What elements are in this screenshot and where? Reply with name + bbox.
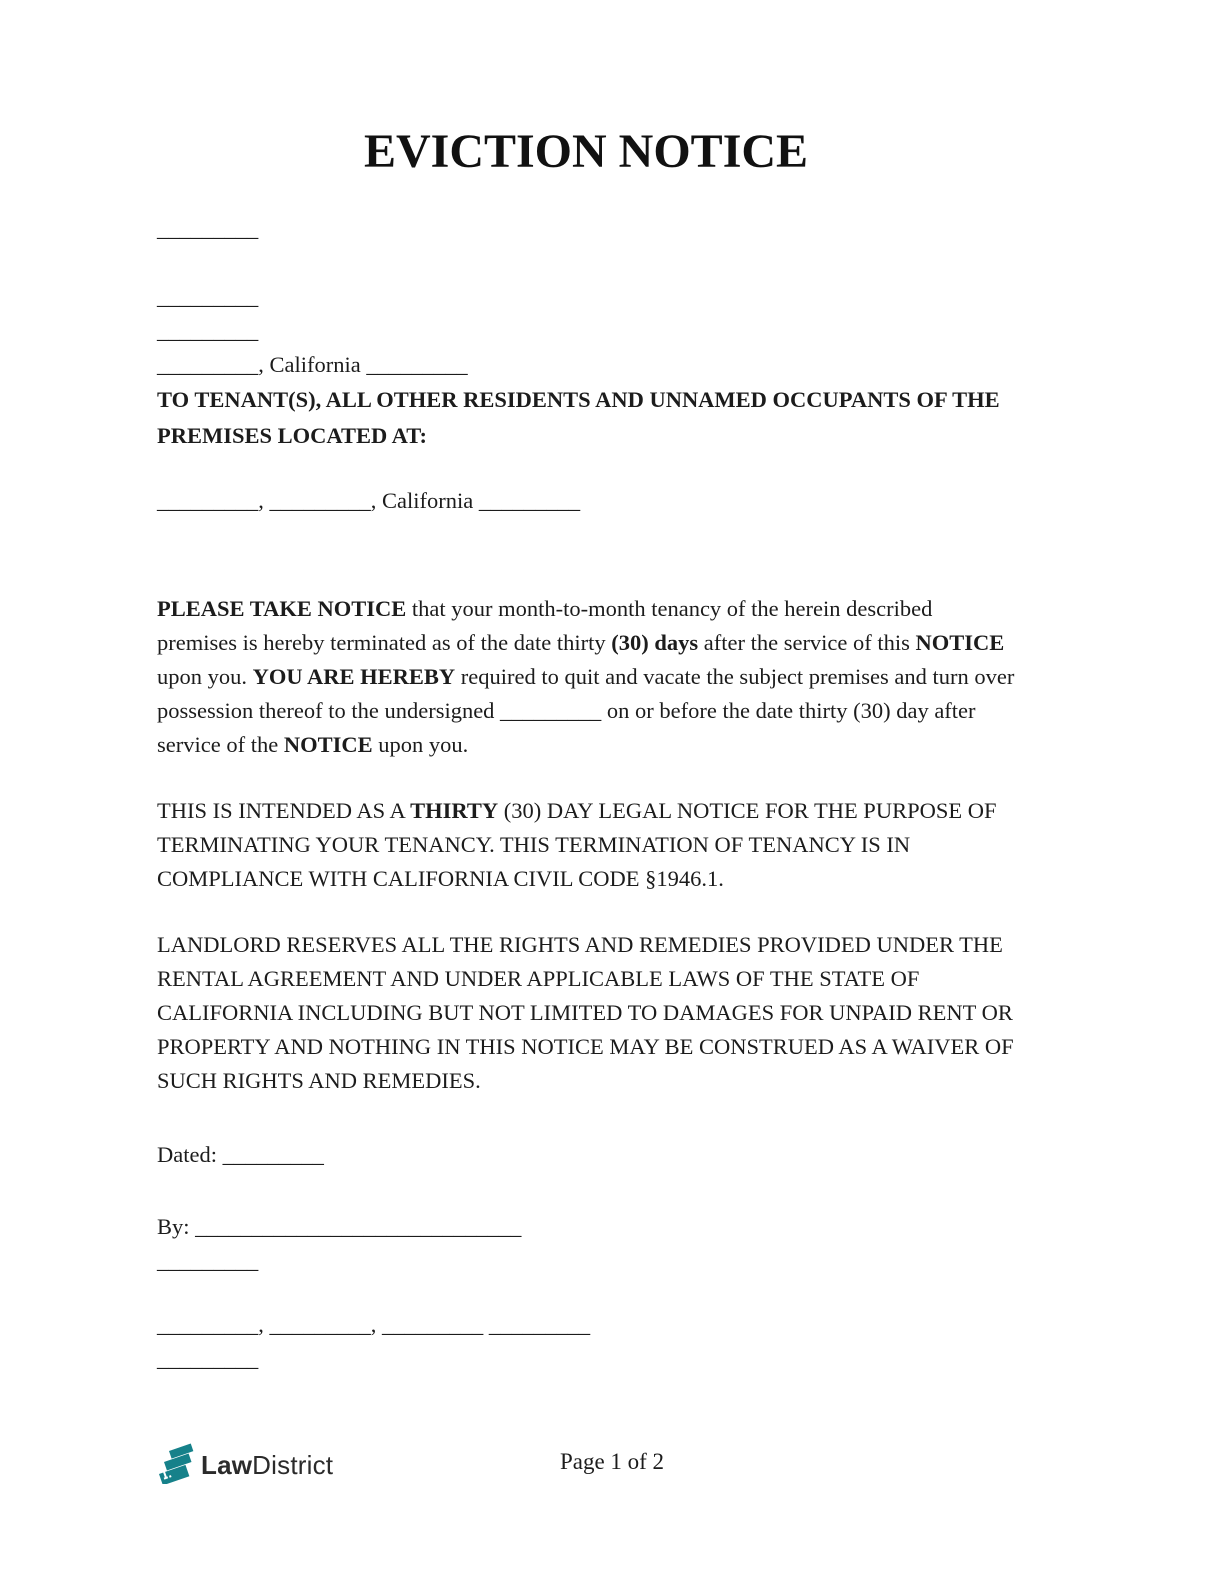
landlord-street-blank-line: _________ [157,284,259,309]
landlord-name-blank-line: _________ [157,216,259,241]
text-segment: YOU ARE HEREBY [252,664,456,689]
text-segment: required to quit and vacate the subject premises and turn over possession thereof to the undersigned _________ on or before the date thirty (30) day after service of the [157,664,1015,757]
notice-paragraph [157,592,1015,762]
text-segment: NOTICE [915,630,1005,655]
dated-line: Dated: _________ [157,1142,324,1167]
rights-paragraph: LANDLORD RESERVES ALL THE RIGHTS AND REMEDIES PROVIDED UNDER THE RENTAL AGREEMENT AND UNDER APPLICABLE LAWS OF THE STATE OF CALIFORNIA INCLUDING BUT NOT LIMITED TO DAMAGES FOR UNPAID RENT OR PROPERTY AND NOTHING IN THIS NOTICE MAY BE CONSTRUED AS A WAIVER OF SUCH RIGHTS AND REMEDIES. [157,932,1014,1093]
page-footer [0,1442,1224,1494]
signer-phone-blank-line: _________ [157,1346,259,1371]
text-segment: (30) DAY LEGAL NOTICE FOR THE PURPOSE OF TERMINATING YOUR TENANCY. THIS TERMINATION OF TENANCY IS IN COMPLIANCE WITH CALIFORNIA CIVIL CODE §1946.1. [157,798,997,891]
tenant-heading: TO TENANT(S), ALL OTHER RESIDENTS AND UNNAMED OCCUPANTS OF THE PREMISES LOCATED AT: [157,387,1000,448]
document-content [157,0,1015,1376]
text-segment: (30) days [611,630,699,655]
text-segment: PLEASE TAKE NOTICE [157,596,407,621]
text-segment: THIS IS INTENDED AS A [157,798,411,823]
text-segment: THIRTY [410,798,499,823]
landlord-city-state-zip-line: _________, California _________ [157,352,468,377]
intent-paragraph [157,794,1015,896]
text-segment: NOTICE [283,732,373,757]
page-title: EVICTION NOTICE [363,125,809,178]
text-segment: that your month-to-month tenancy of the herein described premises is hereby terminated as of the date thirty [157,596,933,655]
logo-text-district: District [252,1450,334,1480]
text-segment: after the service of this [698,630,916,655]
premises-address-line: _________, _________, California _________ [157,488,581,513]
logo-text-law: Law [201,1450,253,1480]
page-number: Page 1 of 2 [559,1449,665,1474]
landlord-unit-blank-line: _________ [157,318,259,343]
by-signature-line: By: _____________________________ [157,1214,522,1239]
signer-address-line: _________, _________, _________ _________ [157,1312,591,1337]
signer-name-blank-line: _________ [157,1248,259,1273]
text-segment: upon you. [157,664,253,689]
text-segment: upon you. [372,732,469,757]
